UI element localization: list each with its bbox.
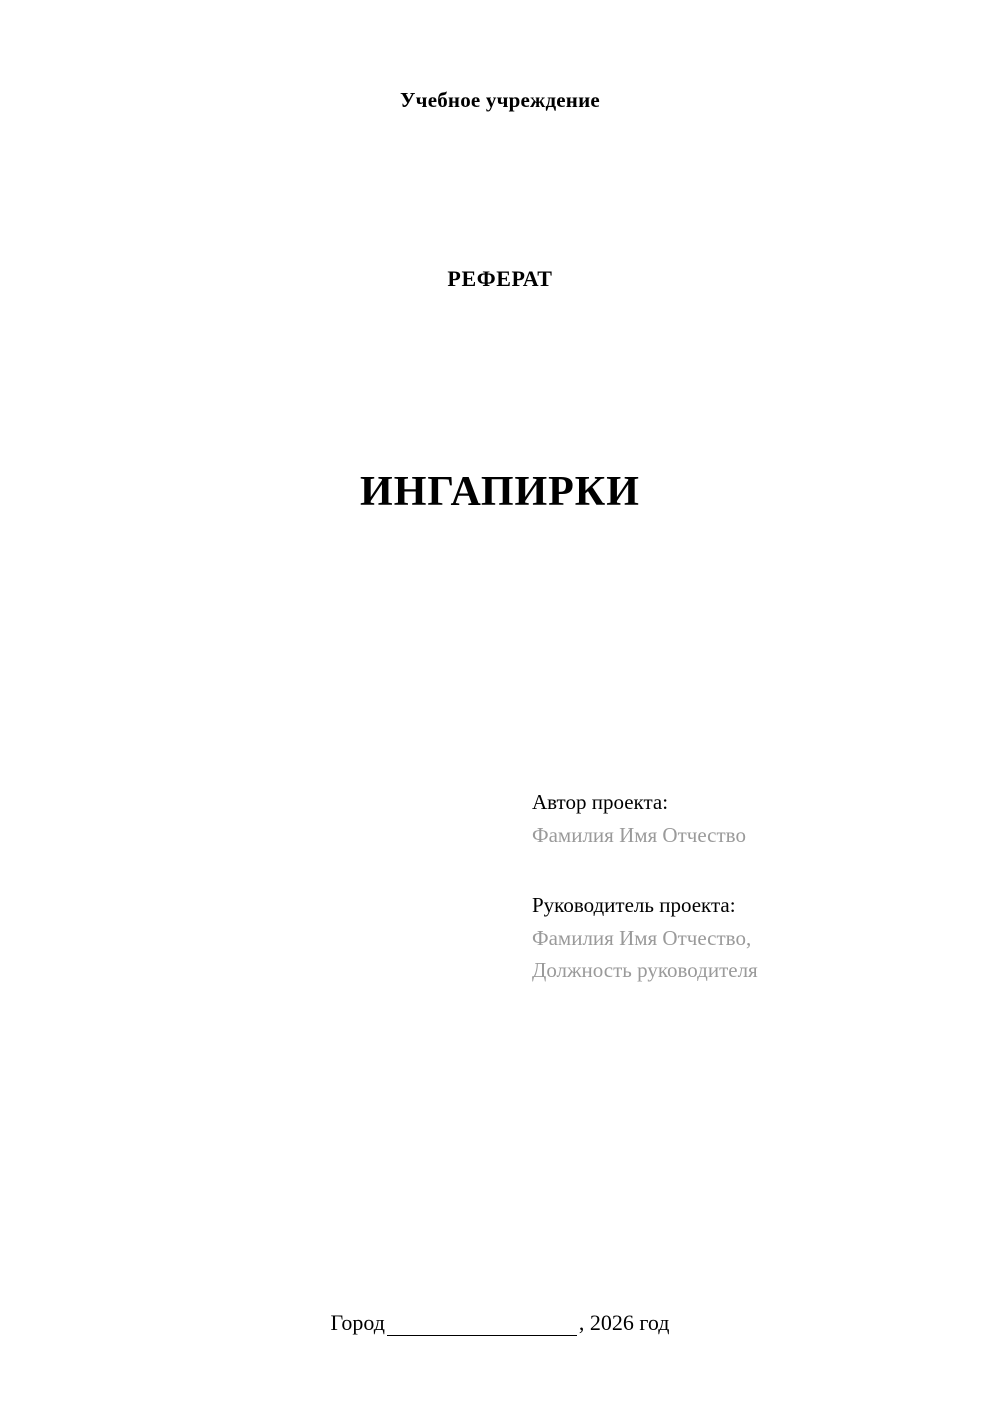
author-value: Фамилия Имя Отчество [532,822,746,847]
page-title: ИНГАПИРКИ [360,469,640,516]
author-label: Автор проекта: [532,790,669,814]
document-type: РЕФЕРАТ [447,266,553,291]
institution-name: Учебное учреждение [400,88,600,112]
supervisor-name-value: Фамилия Имя Отчество, [532,925,752,950]
supervisor-group [532,889,932,987]
year-text: , 2026 год [578,1310,670,1335]
author-group [532,786,932,851]
credits-block [532,786,932,987]
footer-city-year [0,1310,1000,1336]
supervisor-label: Руководитель проекта: [532,893,736,918]
city-blank-line [387,1313,577,1336]
city-label: Город [330,1310,385,1335]
supervisor-position-value: Должность руководителя [532,958,758,983]
